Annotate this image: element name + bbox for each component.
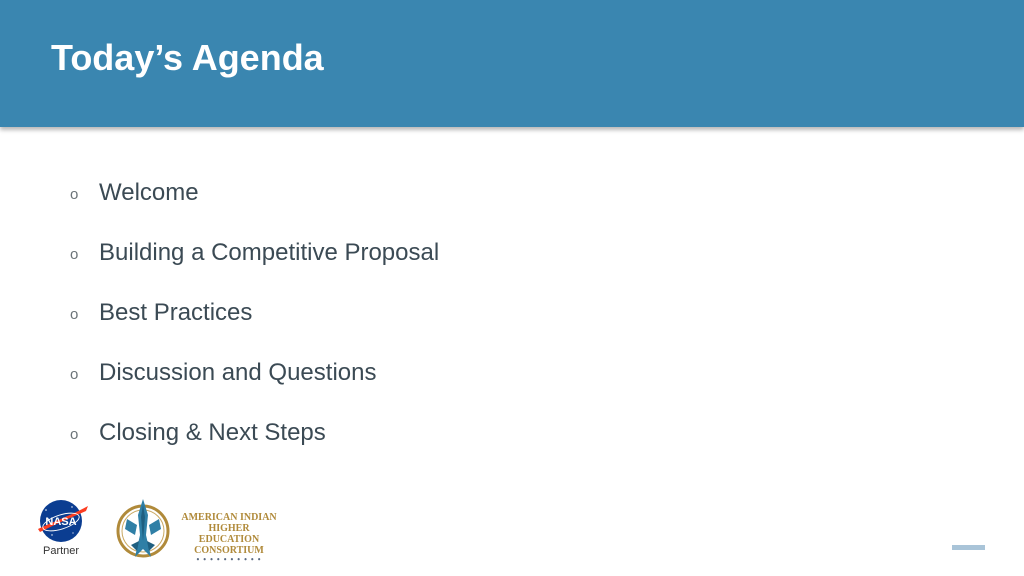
aihec-wordmark (178, 512, 280, 564)
partner-label: Partner (43, 545, 80, 557)
slide-page-marker (952, 545, 985, 550)
bullet-icon: o (70, 186, 79, 203)
bullet-icon: o (70, 426, 79, 443)
agenda-item-label: Welcome (99, 179, 199, 206)
aihec-line: HIGHER EDUCATION (198, 523, 260, 545)
agenda-item (0, 177, 600, 211)
aihec-emblem-icon (113, 495, 177, 565)
svg-text:NASA: NASA (45, 516, 77, 528)
agenda-item-label: Best Practices (99, 299, 253, 326)
nasa-logo (36, 498, 90, 544)
aihec-dots: • • • • • • • • • • (196, 555, 262, 564)
bullet-icon: o (70, 306, 79, 323)
agenda-item-label: Discussion and Questions (99, 359, 377, 386)
slide-title: Today’s Agenda (51, 37, 324, 78)
agenda-item (0, 417, 600, 451)
aihec-line: AMERICAN INDIAN (181, 512, 277, 523)
agenda-item (0, 237, 600, 271)
bullet-icon: o (70, 366, 79, 383)
aihec-line: CONSORTIUM (194, 545, 264, 556)
agenda-item-label: Building a Competitive Proposal (99, 239, 440, 266)
agenda-item (0, 297, 600, 331)
bullet-icon: o (70, 246, 79, 263)
slide-header (0, 0, 1024, 127)
agenda-item-label: Closing & Next Steps (99, 419, 326, 446)
agenda-item (0, 357, 600, 391)
